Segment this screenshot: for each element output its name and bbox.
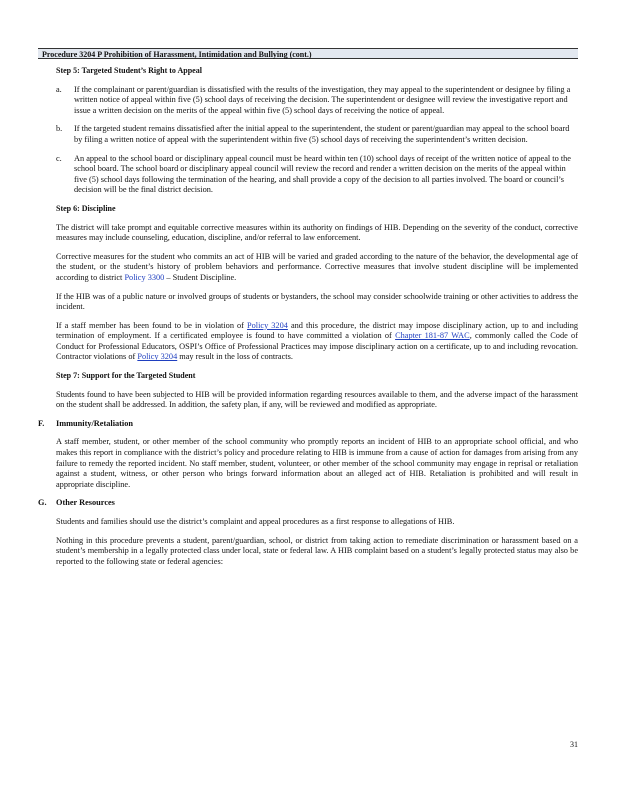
text-run: may result in the loss of contracts.	[177, 352, 293, 362]
page-number: 31	[570, 740, 578, 749]
section-title: Immunity/Retaliation	[56, 418, 133, 428]
policy-3204-link[interactable]: Policy 3204	[247, 320, 288, 330]
item-text: If the complainant or parent/guardian is dissatisfied with the results of the investigation, they may appeal to the superintendent or designee by filing a written notice of appeal within five (5) school days of receiving the decision. The superintendent or designee will review the investigative report and issue a written decision on the merits of the appeal within five (5) school days of receiving the notice of appeal.	[74, 84, 571, 115]
section-f-paragraph: A staff member, student, or other member of the school community who promptly reports an incident of HIB to an appropriate school official, and who makes this report in compliance with the district’s policy and procedure relating to HIB is immune from a cause of action for damages from arising from any failure to remedy the reported incident. No staff member, student, volunteer, or other member of the school community may engage in reprisal or retaliation against a student, witness, or other person who brings forward information about an alleged act of HIB. Retaliation is prohibited and will result in appropriate discipline.	[56, 437, 578, 489]
document-body	[38, 66, 578, 575]
step6-paragraph-2	[56, 252, 578, 284]
text-run: Corrective measures for the student who commits an act of HIB will be varied and graded according to the nature of the behavior, the developmental age of the student, or the student’s history of problem behaviors and performance. Corrective measures that involve student discipline will be implemented according to district	[56, 251, 578, 282]
text-run: , commonly called the Code of Conduct for Professional Educators, OSPI’s Office of Professional Practices may impose disciplinary action on a certificate, up to and including revocation. Contractor violations of	[56, 331, 578, 362]
section-g-heading	[38, 498, 578, 509]
section-f-heading	[38, 418, 578, 430]
section-g-paragraph-2: Nothing in this procedure prevents a student, parent/guardian, school, or district from taking action to remediate discrimination or harassment based on a student’s membership in a legally protected class under local, state or federal law. A HIB complaint based on a student’s legally protected status may also be reported to the following state or federal agencies:	[56, 535, 578, 566]
wac-181-87-link[interactable]: Chapter 181-87 WAC	[395, 331, 470, 341]
step6-paragraph-3: If the HIB was of a public nature or involved groups of students or bystanders, the school may consider schoolwide training or other activities to address the incident.	[56, 291, 578, 312]
step5-item-c	[38, 154, 578, 196]
section-letter: G.	[38, 498, 47, 508]
text-run: and this procedure, the district may impose disciplinary action, up to and including termination of employment. If a certificated employee is found to have committed a violation of	[56, 320, 578, 341]
item-letter: b.	[56, 124, 63, 134]
text-run: – Student Discipline.	[164, 272, 237, 282]
section-g-paragraph-1: Students and families should use the district’s complaint and appeal procedures as a first response to allegations of HIB.	[56, 517, 455, 526]
item-text: If the targeted student remains dissatisfied after the initial appeal to the superintendent, the student or parent/guardian may appeal to the school board by filing a written notice of appeal with the superintendent within five (5) school days of receiving the superintendent’s written decision.	[74, 124, 570, 144]
text-run: If a staff member has been found to be in violation of	[56, 320, 248, 330]
step6-paragraph-1: The district will take prompt and equitable corrective measures within its authority on findings of HIB. Depending on the severity of the conduct, corrective measures may include counseling, education, discipline, and/or referral to law enforcement.	[56, 222, 578, 243]
step7-heading: Step 7: Support for the Targeted Student	[56, 371, 196, 381]
step5-heading: Step 5: Targeted Student’s Right to Appeal	[56, 66, 202, 75]
policy-3300-link[interactable]: Policy 3300	[124, 272, 165, 282]
step5-item-b	[38, 124, 578, 145]
item-letter: c.	[56, 153, 62, 163]
policy-3204-link-2[interactable]: Policy 3204	[137, 352, 178, 362]
procedure-header: Procedure 3204 P Prohibition of Harassment, Intimidation and Bullying (cont.)	[38, 48, 578, 59]
section-title: Other Resources	[56, 498, 115, 508]
item-letter: a.	[56, 84, 62, 94]
step6-paragraph-4	[56, 321, 578, 363]
step5-item-a	[38, 85, 578, 117]
item-text: An appeal to the school board or disciplinary appeal council must be heard within ten (10) school days of receipt of the written notice of appeal to the school board. The school board or disciplinary appeal council will review the record and render a written decision on the merits of the appeal within five (5) school days following the termination of the hearing, and shall provide a copy of the decision to all parties involved. The board or council’s decision will be the final district decision.	[74, 153, 571, 195]
section-letter: F.	[38, 418, 45, 428]
step6-heading: Step 6: Discipline	[56, 203, 116, 213]
step7-paragraph-1: Students found to have been subjected to HIB will be provided information regarding resources available to them, and the adverse impact of the harassment on the student shall be addressed. In addition, the safety plan, if any, will be reviewed and modified as appropriate.	[56, 389, 578, 410]
